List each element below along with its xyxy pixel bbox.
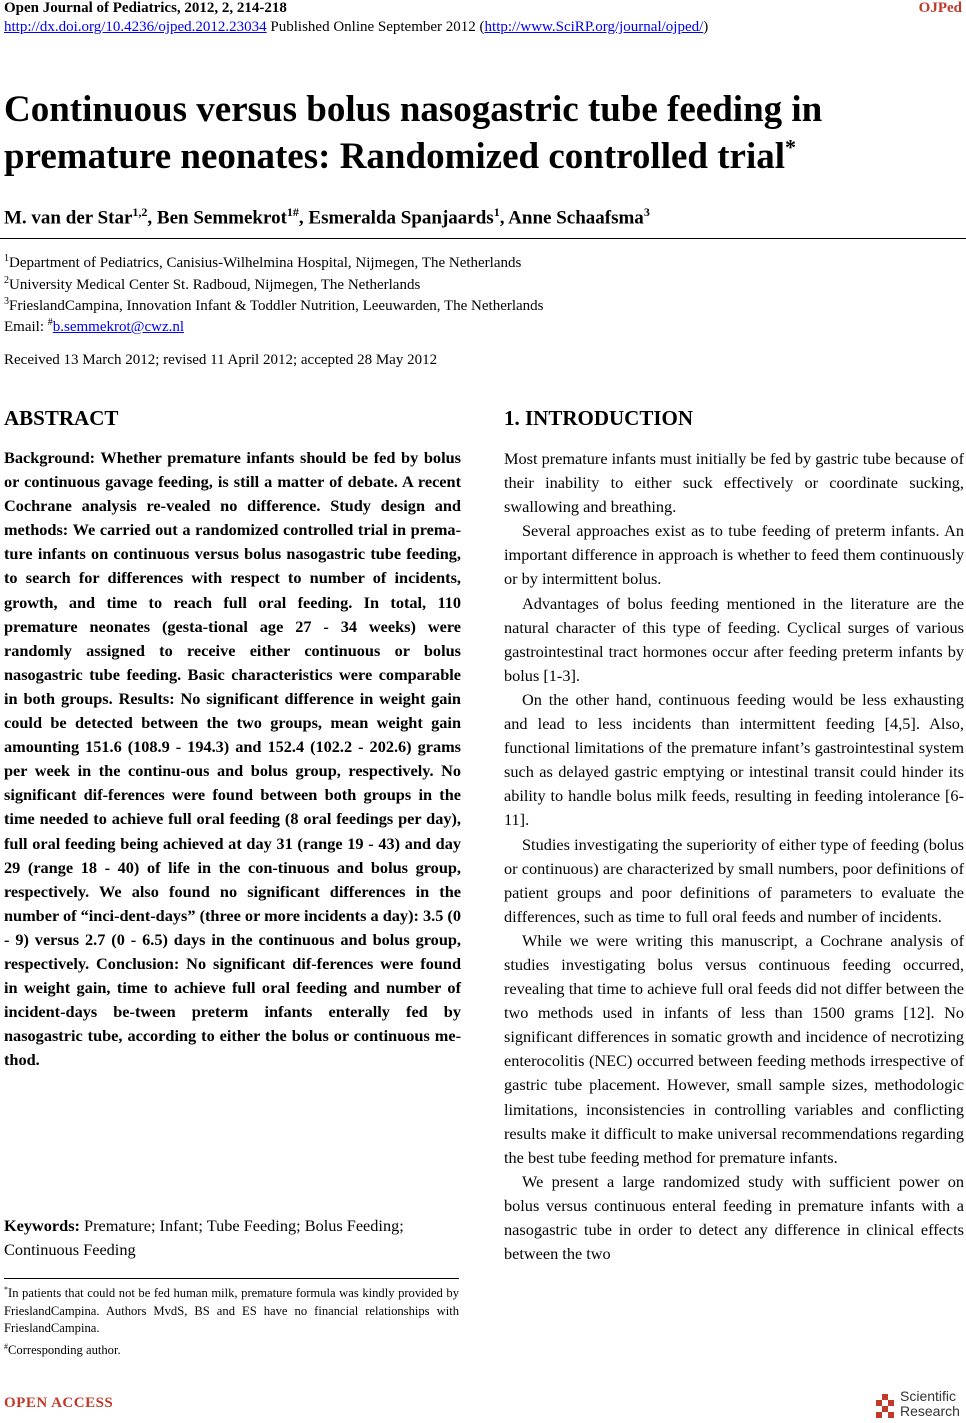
footnote-funding bbox=[4, 1281, 459, 1338]
author-name: Ben Semmekrot bbox=[156, 207, 287, 229]
closing-paren: ) bbox=[703, 19, 709, 35]
header-doi-line bbox=[4, 19, 708, 36]
doi-link[interactable]: http://dx.doi.org/10.4236/ojped.2012.23034 bbox=[4, 19, 267, 35]
publisher-name bbox=[900, 1389, 960, 1419]
title-line-2 bbox=[4, 133, 962, 180]
paper-title bbox=[4, 86, 962, 180]
journal-citation: Open Journal of Pediatrics, 2012, 2, 214-218 bbox=[4, 0, 287, 16]
email-line bbox=[4, 312, 184, 338]
footnotes bbox=[4, 1281, 459, 1360]
open-access-label: OPEN ACCESS bbox=[4, 1395, 114, 1411]
affiliation-text: FrieslandCampina, Innovation Infant & Toddler Nutrition, Leeuwarden, The Netherlands bbox=[9, 298, 544, 314]
footnote-mark: * bbox=[4, 1285, 8, 1294]
email-label: Email: bbox=[4, 319, 48, 335]
intro-paragraph: While we were writing this manuscript, a Cochrane analysis of studies investigating bolus versus continuous feeding occurred, revealing that time to achieve full oral feeds did not differ between the two methods used in infants of less than 1500 grams [12]. No significant differences in somatic growth and incidence of necrotizing enterocolitis (NEC) occurred between feeding methods irrespective of gastric tube placement. However, small sample sizes, methodologic limitations, inconsistencies in controlling variables and conflicting results make it difficult to make universal recommendations regarding the best tube feeding method for premature infants. bbox=[504, 930, 964, 1167]
author-affil-sup: 3 bbox=[643, 205, 650, 219]
intro-paragraph: Advantages of bolus feeding mentioned in the literature are the natural character of this type of feeding. Cyclical surges of various gastrointestinal tract hormones occur after feeding preterm infants by bolus [1-3]. bbox=[504, 593, 964, 685]
received-dates: Received 13 March 2012; revised 11 April 2012; accepted 28 May 2012 bbox=[4, 352, 438, 368]
introduction-heading: 1. INTRODUCTION bbox=[504, 406, 694, 430]
keywords-label: Keywords: bbox=[4, 1216, 80, 1235]
author-list bbox=[4, 205, 650, 229]
email-sup: # bbox=[47, 317, 53, 328]
introduction-body bbox=[504, 447, 964, 1266]
email-link[interactable]: b.semmekrot@cwz.nl bbox=[52, 319, 185, 335]
title-line-2-text: premature neonates: Randomized controlled trial bbox=[4, 136, 786, 177]
author-sep: , bbox=[147, 207, 157, 229]
affiliation-text: Department of Pediatrics, Canisius-Wilhelmina Hospital, Nijmegen, The Netherlands bbox=[9, 255, 522, 271]
header-divider bbox=[0, 238, 966, 239]
journal-code: OJPed bbox=[918, 0, 962, 16]
scientific-research-logo-icon bbox=[872, 1393, 898, 1419]
footnote-text: Corresponding author. bbox=[8, 1343, 121, 1358]
keywords bbox=[4, 1214, 461, 1262]
intro-paragraph: On the other hand, continuous feeding would be less exhausting and lead to less incidents than intermittent feeding [4,5]. Also, functional limitations of the premature infant’s gastrointestinal system such as delayed gastric emptying or intestinal transit could hinder its ability to handle bolus milk feeds, resulting in feeding intolerance [6-11]. bbox=[504, 689, 964, 830]
title-footnote-mark: * bbox=[785, 134, 797, 160]
author-affil-sup: 1# bbox=[286, 205, 299, 219]
abstract-heading: ABSTRACT bbox=[4, 406, 119, 430]
footnote-corresponding bbox=[4, 1338, 459, 1360]
author-name: Anne Schaafsma bbox=[508, 207, 644, 229]
footnote-text: In patients that could not be fed human milk, premature formula was kindly provided by FrieslandCampina. Authors MvdS, BS and ES have no financial relationships with FrieslandCampina. bbox=[4, 1286, 459, 1336]
author-affil-sup: 1,2 bbox=[132, 205, 148, 219]
publisher-logo bbox=[872, 1389, 964, 1423]
affiliation-sup: 2 bbox=[4, 275, 9, 286]
author-affil-sup: 1 bbox=[493, 205, 500, 219]
author-name: M. van der Star bbox=[4, 207, 133, 229]
intro-paragraph: We present a large randomized study with sufficient power on bolus versus continuous enteral feeding in premature infants with a nasogastric tube in order to detect any difference in clinical effects between the two bbox=[504, 1171, 964, 1264]
footnote-mark: # bbox=[4, 1341, 8, 1351]
affiliation-text: University Medical Center St. Radboud, Nijmegen, The Netherlands bbox=[9, 277, 421, 293]
keywords-text: Premature; Infant; Tube Feeding; Bolus Feeding; Continuous Feeding bbox=[4, 1216, 404, 1260]
author-sep: , bbox=[499, 207, 509, 229]
intro-paragraph: Studies investigating the superiority of either type of feeding (bolus or continuous) are characterized by small numbers, poor definitions of patient groups and poor definitions of parameters to evaluate the differences, such as time to full oral feeds and number of incidents. bbox=[504, 834, 964, 926]
title-line-1: Continuous versus bolus nasogastric tube feeding in bbox=[4, 89, 823, 130]
author-sep: , bbox=[298, 207, 309, 229]
published-text: Published Online September 2012 ( bbox=[266, 19, 485, 35]
abstract-text: Background: Whether premature infants should be fed by bolus or continuous gavage feeding, is still a matter of debate. A recent Cochrane analysis re-vealed no difference. Study design and methods: We carried out a randomized controlled trial in prema-ture infants on continuous versus bolus nasogastric tube feeding, to search for differences with respect to number of incidents, growth, and time to reach full oral feeding. In total, 110 premature neonates (gesta-tional age 27 - 34 weeks) were randomly assigned to receive either continuous or bolus nasogastric tube feeding. Basic characteristics were comparable in both groups. Results: No significant difference in weight gain could be detected between the two groups, mean weight gain amounting 151.6 (108.9 - 194.3) and 152.4 (102.2 - 202.6) grams per week in the continu-ous and bolus group, respectively. No significant dif-ferences were found between both groups in the time needed to achieve full oral feeding (8 oral feedings per day), full oral feeding being achieved at day 31 (range 19 - 43) and day 29 (range 18 - 40) of life in the con-tinuous and bolus group, respectively. We also found no significant differences in the number of “inci-dent-days” (three or more incidents a day): 3.5 (0 - 9) versus 2.7 (0 - 6.5) days in the continuous and bolus group, respectively. Conclusion: No significant dif-ferences were found in weight gain, time to achieve full oral feeding and number of incident-days be-tween preterm infants enterally fed by nasogastric tube, according to either the bolus or continuous me-thod. bbox=[4, 448, 461, 1070]
publisher-line-1: Scientific bbox=[900, 1388, 957, 1404]
footnote-divider bbox=[4, 1278, 459, 1279]
author-name: Esmeralda Spanjaards bbox=[308, 207, 494, 229]
journal-url-link[interactable]: http://www.SciRP.org/journal/ojped/ bbox=[484, 19, 704, 35]
intro-paragraph: Several approaches exist as to tube feeding of preterm infants. An important difference in approach is whether to feed them continuously or by intermittent bolus. bbox=[504, 521, 964, 589]
publisher-line-2: Research bbox=[900, 1403, 960, 1419]
intro-paragraph: Most premature infants must initially be fed by gastric tube because of their inability to either suck effectively or coordinate sucking, swallowing and breathing. bbox=[504, 449, 964, 517]
affiliation-sup: 1 bbox=[4, 253, 9, 264]
affiliation-sup: 3 bbox=[4, 296, 9, 307]
